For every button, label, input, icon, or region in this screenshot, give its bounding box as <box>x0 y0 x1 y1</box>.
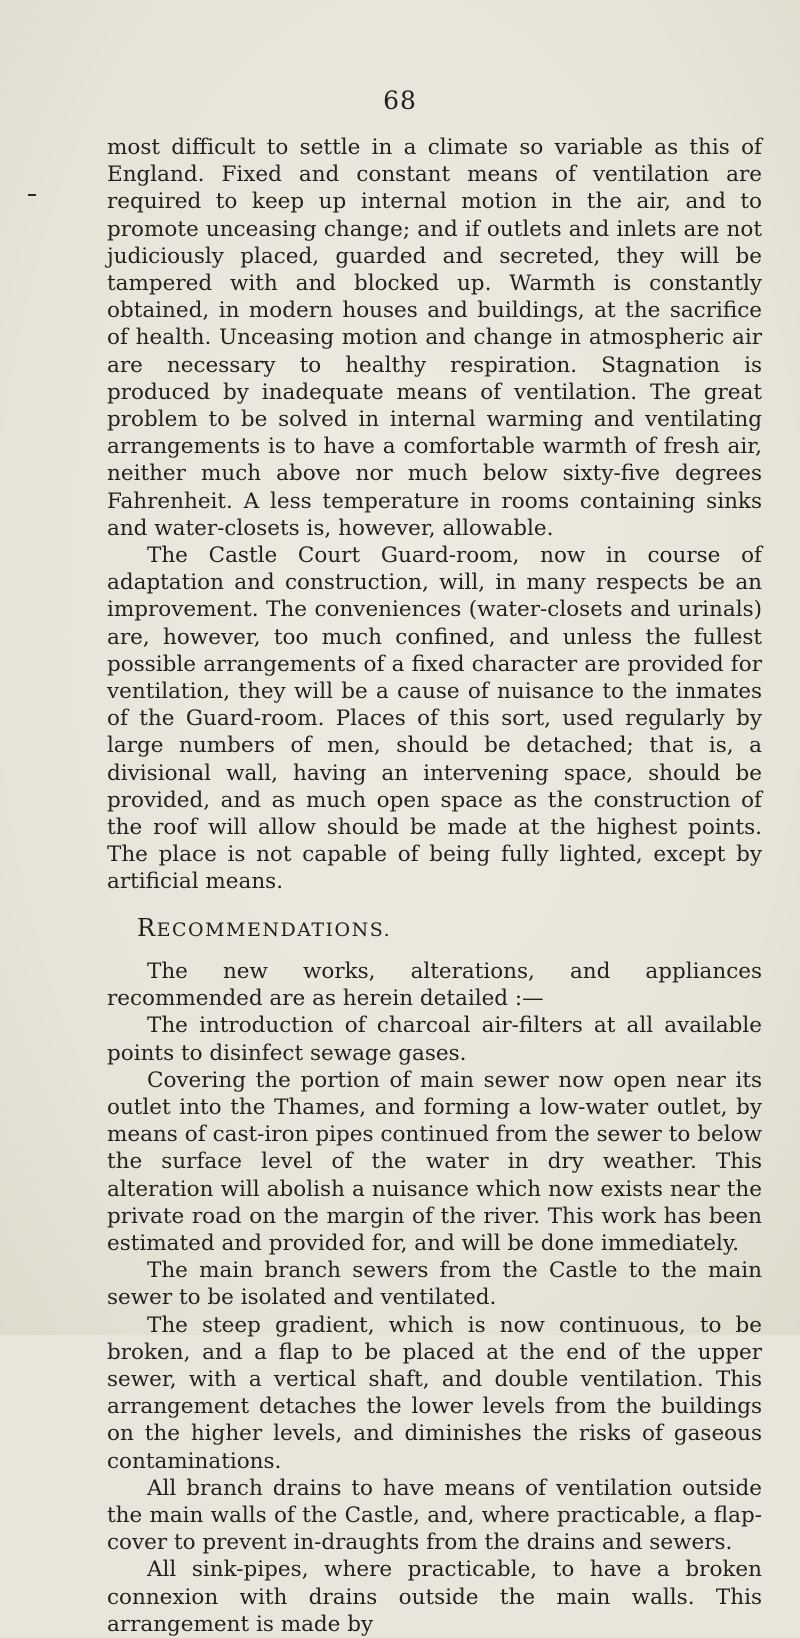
page-number: 68 <box>383 86 417 115</box>
heading-rest: ECOMMENDATIONS. <box>156 918 392 941</box>
recommendation-item: The introduction of charcoal air-filters at all available points to disinfect sewage gases. <box>107 1013 762 1066</box>
recommendation-intro: The new works, alterations, and appliances recommended are as herein detailed :— <box>107 958 762 1012</box>
heading-initial: R <box>137 913 157 942</box>
recommendation-item: All branch drains to have means of ventilation outside the main walls of the Castle, and, where practicable, a flap-cover to prevent in-draughts from the drains and sewers. <box>107 1475 762 1556</box>
body-text <box>107 134 762 1638</box>
paragraph-2: The Castle Court Guard-room, now in course of adaptation and construction, will, in many respects be an improvement. The conveniences (water-closets and urinals) are, however, too much confined, and unless the fullest possible arrangements of a fixed character are provided for ventilation, they will be a cause of nuisance to the inmates of the Guard-room. Places of this sort, used regularly by large numbers of men, should be detached; that is, a divisional wall, having an intervening space, should be provided, and as much open space as the construction of the roof will allow should be made at the highest points. The place is not capable of being fully lighted, except by artificial means. <box>107 543 762 895</box>
recommendation-item: All sink-pipes, where practicable, to have a broken connexion with drains outside the main walls. This arrangement is made by <box>107 1557 762 1637</box>
section-heading <box>107 915 762 944</box>
margin-mark <box>28 194 36 196</box>
recommendation-item: Covering the portion of main sewer now open near its outlet into the Thames, and forming a low-water outlet, by means of cast-iron pipes continued from the sewer to below the surface level of the water in dry weather. This alteration will abolish a nuisance which now exists near the private road on the margin of the river. This work has been estimated and provided for, and will be done immediately. <box>107 1067 762 1256</box>
paragraph-1: most difficult to settle in a climate so variable as this of England. Fixed and constant means of ventilation are required to keep up internal motion in the air, and to promote unceasing change; and if outlets and inlets are not judiciously placed, guarded and secreted, they will be tampered with and blocked up. Warmth is constantly obtained, in modern houses and buildings, at the sacrifice of health. Unceasing motion and change in atmospheric air are necessary to healthy respiration. Stagnation is produced by inadequate means of ventilation. The great problem to be solved in internal warming and ventilating arrangements is to have a comfortable warmth of fresh air, neither much above nor much below sixty-five degrees Fahrenheit. A less temperature in rooms containing sinks and water-closets is, however, allowable. <box>107 135 762 541</box>
recommendation-item: The main branch sewers from the Castle to the main sewer to be isolated and ventilated. <box>107 1258 762 1311</box>
recommendation-item: The steep gradient, which is now continuous, to be broken, and a flap to be placed at the end of the upper sewer, with a vertical shaft, and double ventilation. This arrangement detaches the lower levels from the buildings on the higher levels, and diminishes the risks of gaseous contaminations. <box>107 1312 762 1474</box>
